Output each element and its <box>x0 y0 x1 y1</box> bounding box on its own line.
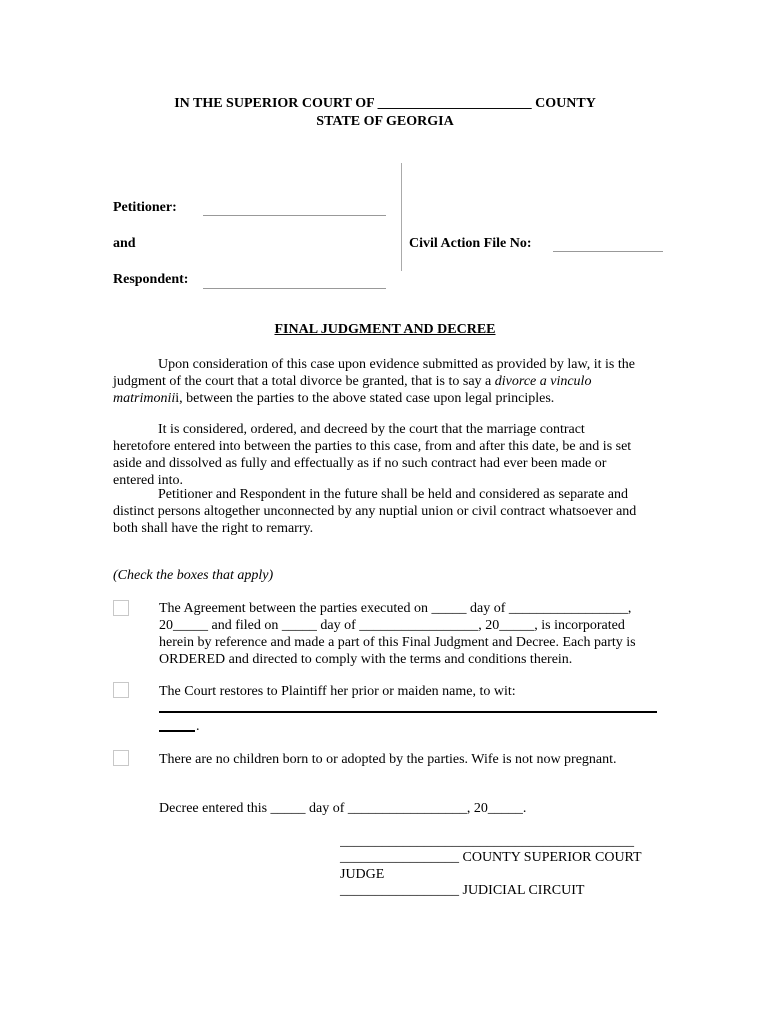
agreement-checkbox[interactable] <box>113 600 129 616</box>
signature-line: __________________________________________ <box>340 834 634 849</box>
paragraph-separate-persons <box>113 486 643 537</box>
maiden-name-period: . <box>196 719 200 734</box>
no-children-checkbox[interactable] <box>113 750 129 766</box>
p2-text: It is considered, ordered, and decreed by the court that the marriage contract heretofore entered into between the parties to this case, from and after this date, be and is set aside and dissolved as fully and effectually as if no such contract had ever been made or entered into. <box>113 422 632 488</box>
p1-text-b: i, between the parties to the above stated case upon legal principles. <box>175 391 555 406</box>
checklist-instruction: (Check the boxes that apply) <box>113 568 274 583</box>
county-superior-court-judge: _________________ COUNTY SUPERIOR COURT JUDGE <box>340 850 642 882</box>
no-children-text: There are no children born to or adopted by the parties. Wife is not now pregnant. <box>159 752 617 767</box>
decree-entered-text: Decree entered this _____ day of _________________, 20_____. <box>159 801 527 816</box>
p1-text-a: Upon consideration of this case upon evidence submitted as provided by law, it is the judgment of the court that a total divorce be granted, that is to say a <box>113 357 635 389</box>
p3-text: Petitioner and Respondent in the future shall be held and considered as separate and distinct persons altogether unconnected by any nuptial union or civil contract whatsoever and both shall have the right to remarry. <box>113 487 637 536</box>
respondent-field[interactable] <box>203 288 386 289</box>
judicial-circuit: _________________ JUDICIAL CIRCUIT <box>340 883 585 898</box>
paragraph-contract-dissolved <box>113 421 643 489</box>
maiden-name-line[interactable] <box>159 711 657 713</box>
state-heading: STATE OF GEORGIA <box>316 114 454 129</box>
caption-divider <box>401 163 402 271</box>
name-restore-checkbox[interactable] <box>113 682 129 698</box>
court-heading: IN THE SUPERIOR COURT OF ______________________ COUNTY <box>174 96 596 111</box>
agreement-text: The Agreement between the parties executed on _____ day of _________________, 20_____ and filed on _____ day of _________________, 20_____, is incorporated herein by reference and made a part of this Final Judgment and Decree. Each party is ORDERED and directed to comply with the terms and conditions therein. <box>159 601 636 667</box>
name-restore-text: The Court restores to Plaintiff her prior or maiden name, to wit: <box>159 684 516 699</box>
petitioner-field[interactable] <box>203 215 386 216</box>
civil-action-field[interactable] <box>553 251 663 252</box>
p1-text-italic: divorce a vinculo matrimonii <box>113 374 592 406</box>
and-label: and <box>113 236 136 251</box>
document-title: FINAL JUDGMENT AND DECREE <box>274 322 496 337</box>
petitioner-label: Petitioner: <box>113 200 177 215</box>
civil-action-label: Civil Action File No: <box>409 236 532 251</box>
paragraph-divorce-granted <box>113 356 643 407</box>
respondent-label: Respondent: <box>113 272 189 287</box>
maiden-name-line-continued[interactable] <box>159 730 195 732</box>
